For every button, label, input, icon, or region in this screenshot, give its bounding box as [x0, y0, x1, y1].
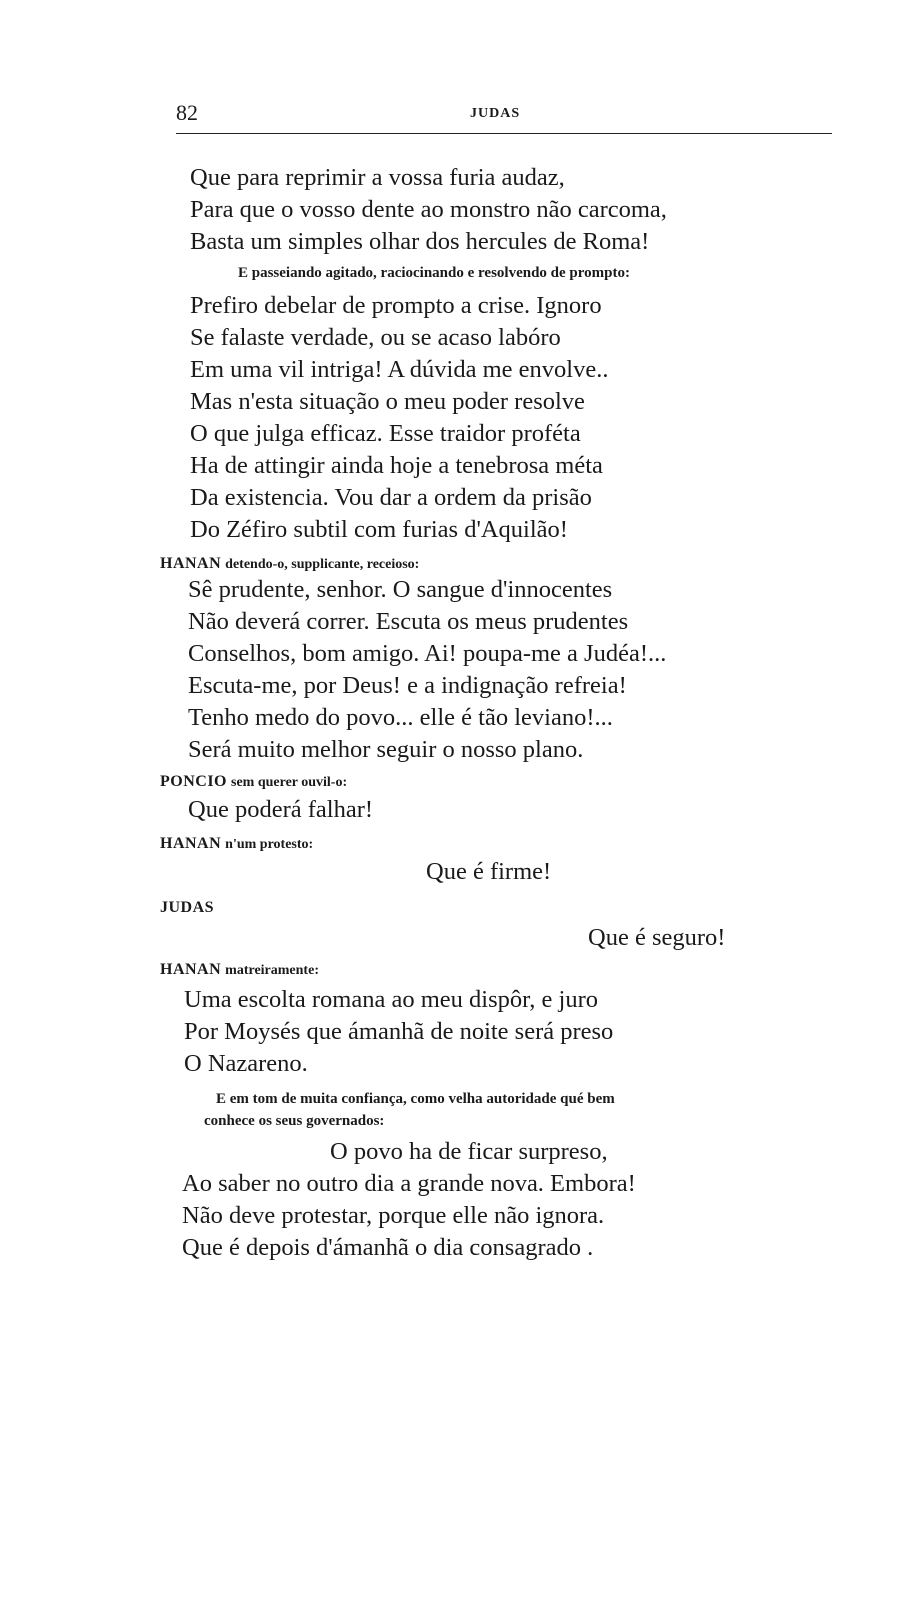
- verse-line: Uma escolta romana ao meu dispôr, e juro: [184, 986, 599, 1013]
- speaker-name: PONCIO: [160, 773, 227, 790]
- verse-line: Não deverá correr. Escuta os meus prudentes: [188, 608, 629, 635]
- verse-line: Para que o vosso dente ao monstro não carcoma,: [190, 196, 667, 223]
- verse-line: Que é seguro!: [588, 924, 726, 951]
- speaker-name: HANAN: [160, 555, 222, 572]
- verse-line: Do Zéfiro subtil com furias d'Aquilão!: [190, 516, 568, 543]
- speaker-direction: sem querer ouvil-o:: [231, 775, 348, 790]
- speaker-heading: [160, 834, 313, 855]
- verse-line: Que para reprimir a vossa furia audaz,: [190, 164, 565, 191]
- verse-line: Prefiro debelar de prompto a crise. Ignoro: [190, 292, 602, 319]
- speaker-direction: n'um protesto:: [225, 837, 314, 852]
- speaker-direction: matreiramente:: [225, 963, 319, 978]
- verse-line: Não deve protestar, porque elle não ignora.: [182, 1202, 605, 1229]
- verse-line: Será muito melhor seguir o nosso plano.: [188, 736, 584, 763]
- verse-line: Ha de attingir ainda hoje a tenebrosa méta: [190, 452, 603, 479]
- verse-line: Conselhos, bom amigo. Ai! poupa-me a Judéa!...: [188, 640, 667, 667]
- verse-line: Escuta-me, por Deus! e a indignação refreia!: [188, 672, 627, 699]
- verse-line: Sê prudente, senhor. O sangue d'innocentes: [188, 576, 613, 603]
- stage-direction: E em tom de muita confiança, como velha autoridade qué bem: [216, 1091, 615, 1107]
- speaker-name: HANAN: [160, 835, 222, 852]
- running-title: JUDAS: [470, 106, 521, 121]
- verse-line: O povo ha de ficar surpreso,: [330, 1138, 608, 1165]
- speaker-name: HANAN: [160, 961, 222, 978]
- speaker-heading: [160, 898, 214, 918]
- verse-line: O que julga efficaz. Esse traidor proféta: [190, 420, 581, 447]
- speaker-name: JUDAS: [160, 899, 215, 916]
- page-number: 82: [176, 100, 198, 125]
- verse-line: Que é depois d'ámanhã o dia consagrado .: [182, 1234, 594, 1261]
- speaker-heading: [160, 772, 347, 793]
- verse-line: Que é firme!: [426, 858, 552, 885]
- verse-line: Se falaste verdade, ou se acaso labóro: [190, 324, 561, 351]
- header-rule: [176, 133, 832, 134]
- verse-line: Tenho medo do povo... elle é tão leviano!...: [188, 704, 613, 731]
- verse-line: Basta um simples olhar dos hercules de Roma!: [190, 228, 650, 255]
- page-header: [176, 100, 832, 132]
- speaker-heading: [160, 960, 319, 981]
- verse-line: Mas n'esta situação o meu poder resolve: [190, 388, 585, 415]
- verse-line: O Nazareno.: [184, 1050, 308, 1077]
- verse-line: Da existencia. Vou dar a ordem da prisão: [190, 484, 592, 511]
- verse-line: Por Moysés que ámanhã de noite será preso: [184, 1018, 614, 1045]
- speaker-heading: [160, 554, 419, 575]
- stage-direction: conhece os seus governados:: [204, 1113, 385, 1129]
- stage-direction: E passeiando agitado, raciocinando e resolvendo de prompto:: [238, 265, 630, 281]
- verse-line: Em uma vil intriga! A dúvida me envolve..: [190, 356, 609, 383]
- speaker-direction: detendo-o, supplicante, receioso:: [225, 557, 420, 572]
- verse-line: Que poderá falhar!: [188, 796, 374, 823]
- verse-line: Ao saber no outro dia a grande nova. Embora!: [182, 1170, 636, 1197]
